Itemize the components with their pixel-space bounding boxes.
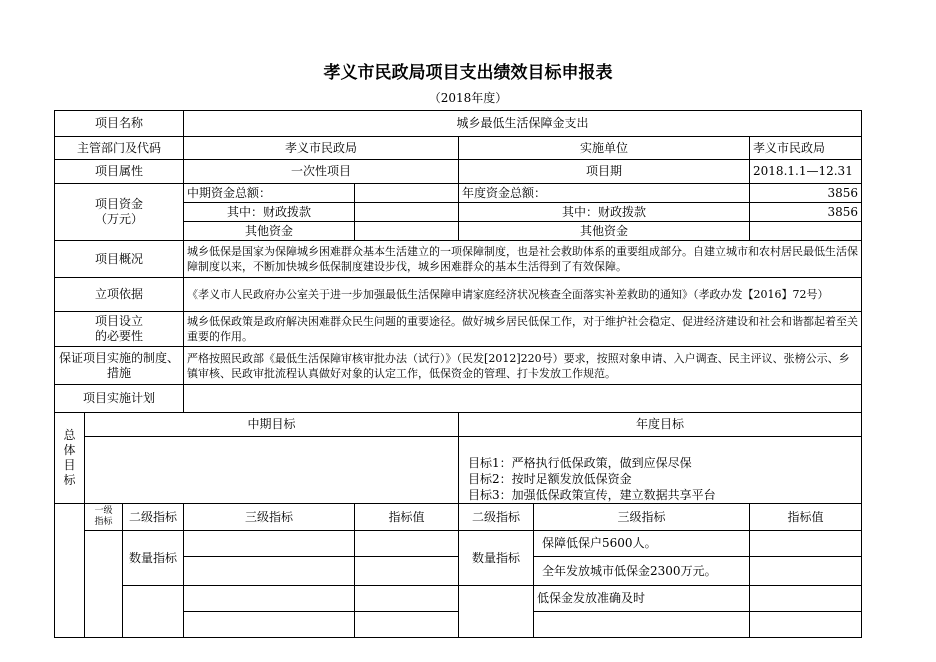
mid-quantity-indicator: 数量指标 [123, 531, 184, 586]
plan-text[interactable] [184, 385, 862, 413]
project-name-value[interactable]: 城乡最低生活保障金支出 [184, 111, 862, 137]
row-goals-header [55, 413, 862, 437]
year-quantity-indicator: 数量指标 [459, 531, 534, 586]
funds-label-line2: （万元） [95, 212, 144, 226]
overview-text[interactable]: 城乡低保是国家为保障城乡困难群众基本生活建立的一项保障制度，也是社会救助体系的重要组成部分。自建立城市和农村居民最低生活保障制度以来，不断加快城乡低保制度建设步伐，城乡困难群众的基本生活得到了有效保障。 [184, 241, 862, 278]
year-goal-line: 目标3：加强低保政策宣传，建立数据共享平台 [468, 488, 716, 502]
implementing-unit-value[interactable]: 孝义市民政局 [750, 137, 862, 160]
year-goals-text[interactable] [459, 437, 862, 504]
row-indicator-3 [55, 586, 862, 612]
row-guarantee [55, 347, 862, 385]
plan-label: 项目实施计划 [55, 385, 184, 413]
project-attribute-value[interactable]: 一次性项目 [184, 160, 459, 184]
row-overview [55, 241, 862, 278]
indicators-blank-cell [55, 504, 85, 638]
level1-indicator-header [85, 504, 123, 531]
year-indicator-item[interactable]: 保障低保户5600人。 [534, 531, 750, 557]
overview-label: 项目概况 [55, 241, 184, 278]
guarantee-label-line1: 保证项目实施的制度、 [59, 350, 180, 365]
year-indicator-item[interactable]: 低保金发放准确及时 [534, 586, 750, 612]
necessity-text[interactable]: 城乡低保政策是政府解决困难群众民生问题的重要途径。做好城乡居民低保工作，对于维护社会稳定、促进经济建设和社会和谐都起着至关重要的作用。 [184, 312, 862, 347]
overall-goals-label [55, 413, 85, 504]
year-value-cell[interactable] [750, 531, 862, 557]
form-title: 孝义市民政局项目支出绩效目标申报表 [323, 63, 613, 83]
year-level3-indicator-header: 三级指标 [534, 504, 750, 531]
project-attribute-label: 项目属性 [55, 160, 184, 184]
year-goal-line: 目标2：按时足额发放低保资金 [468, 472, 632, 486]
goals-label-char: 总 [63, 428, 76, 442]
mid-level3-cell[interactable] [184, 531, 355, 557]
row-goals-content [55, 437, 862, 504]
basis-label: 立项依据 [55, 278, 184, 312]
goals-label-char: 标 [63, 473, 76, 487]
mid-funds-total-label: 中期资金总额： [184, 184, 355, 203]
year-funds-total-label: 年度资金总额： [459, 184, 750, 203]
funds-label [55, 184, 184, 241]
mid-funds-other-value[interactable] [355, 222, 459, 241]
level1-header-line1: 一级 [94, 506, 113, 516]
mid-goals-text[interactable] [85, 437, 459, 504]
year-funds-fiscal-label: 其中：财政拨款 [459, 203, 750, 222]
level1-indicator-cell[interactable] [85, 531, 123, 638]
mid-value-cell[interactable] [355, 531, 459, 557]
year-value-cell[interactable] [750, 586, 862, 612]
mid-funds-total-value[interactable] [355, 184, 459, 203]
mid-funds-other-label: 其他资金 [184, 222, 355, 241]
year-value-cell[interactable] [750, 612, 862, 638]
row-department [55, 137, 862, 160]
row-plan [55, 385, 862, 413]
row-indicators-header [55, 504, 862, 531]
mid-level3-cell[interactable] [184, 557, 355, 586]
funds-label-line1: 项目资金 [95, 197, 144, 211]
mid-level3-cell[interactable] [184, 586, 355, 612]
year-level2-cell[interactable] [459, 586, 534, 638]
performance-form-table [54, 110, 862, 638]
necessity-label-line2: 的必要性 [95, 329, 144, 343]
row-project-name [55, 111, 862, 137]
year-goals-header: 年度目标 [459, 413, 862, 437]
department-value[interactable]: 孝义市民政局 [184, 137, 459, 160]
row-attribute [55, 160, 862, 184]
project-period-label: 项目期 [459, 160, 750, 184]
mid-value-cell[interactable] [355, 557, 459, 586]
mid-goals-header: 中期目标 [85, 413, 459, 437]
department-label: 主管部门及代码 [55, 137, 184, 160]
row-funds-total [55, 184, 862, 203]
year-indicator-item[interactable]: 全年发放城市低保金2300万元。 [534, 557, 750, 586]
year-indicator-value-header: 指标值 [750, 504, 862, 531]
project-name-label: 项目名称 [55, 111, 184, 137]
row-basis [55, 278, 862, 312]
guarantee-label [55, 347, 184, 385]
indicator-value-header: 指标值 [355, 504, 459, 531]
year-value-cell[interactable] [750, 557, 862, 586]
row-necessity [55, 312, 862, 347]
level3-indicator-header: 三级指标 [184, 504, 355, 531]
row-indicator-1 [55, 531, 862, 557]
year-funds-other-value[interactable] [750, 222, 862, 241]
level2-indicator-header: 二级指标 [123, 504, 184, 531]
project-period-value[interactable]: 2018.1.1—12.31 [750, 160, 862, 184]
mid-level3-cell[interactable] [184, 612, 355, 638]
year-level3-cell[interactable] [534, 612, 750, 638]
implementing-unit-label: 实施单位 [459, 137, 750, 160]
year-funds-fiscal-value[interactable]: 3856 [750, 203, 862, 222]
year-funds-other-label: 其他资金 [459, 222, 750, 241]
mid-funds-fiscal-label: 其中：财政拨款 [184, 203, 355, 222]
year-level2-indicator-header: 二级指标 [459, 504, 534, 531]
year-funds-total-value[interactable]: 3856 [750, 184, 862, 203]
mid-value-cell[interactable] [355, 612, 459, 638]
guarantee-label-line2: 措施 [107, 365, 132, 380]
basis-text[interactable]: 《孝义市人民政府办公室关于进一步加强最低生活保障申请家庭经济状况核查全面落实补差救助的通知》（孝政办发【2016】72号） [184, 278, 862, 312]
mid-level2-cell[interactable] [123, 586, 184, 638]
form-year: （2018年度） [428, 91, 508, 105]
goals-label-char: 目 [63, 458, 76, 472]
necessity-label [55, 312, 184, 347]
guarantee-text[interactable]: 严格按照民政部《最低生活保障审核审批办法（试行）》（民发[2012]220号）要求，按照对象申请、入户调查、民主评议、张榜公示、乡镇审核、民政审批流程认真做好对象的认定工作，低保资金的管理、打卡发放工作规范。 [184, 347, 862, 385]
necessity-label-line1: 项目设立 [95, 314, 144, 328]
level1-header-line2: 指标 [94, 517, 113, 527]
goals-label-char: 体 [63, 443, 76, 457]
mid-value-cell[interactable] [355, 586, 459, 612]
year-goal-line: 目标1：严格执行低保政策，做到应保尽保 [468, 456, 692, 470]
mid-funds-fiscal-value[interactable] [355, 203, 459, 222]
